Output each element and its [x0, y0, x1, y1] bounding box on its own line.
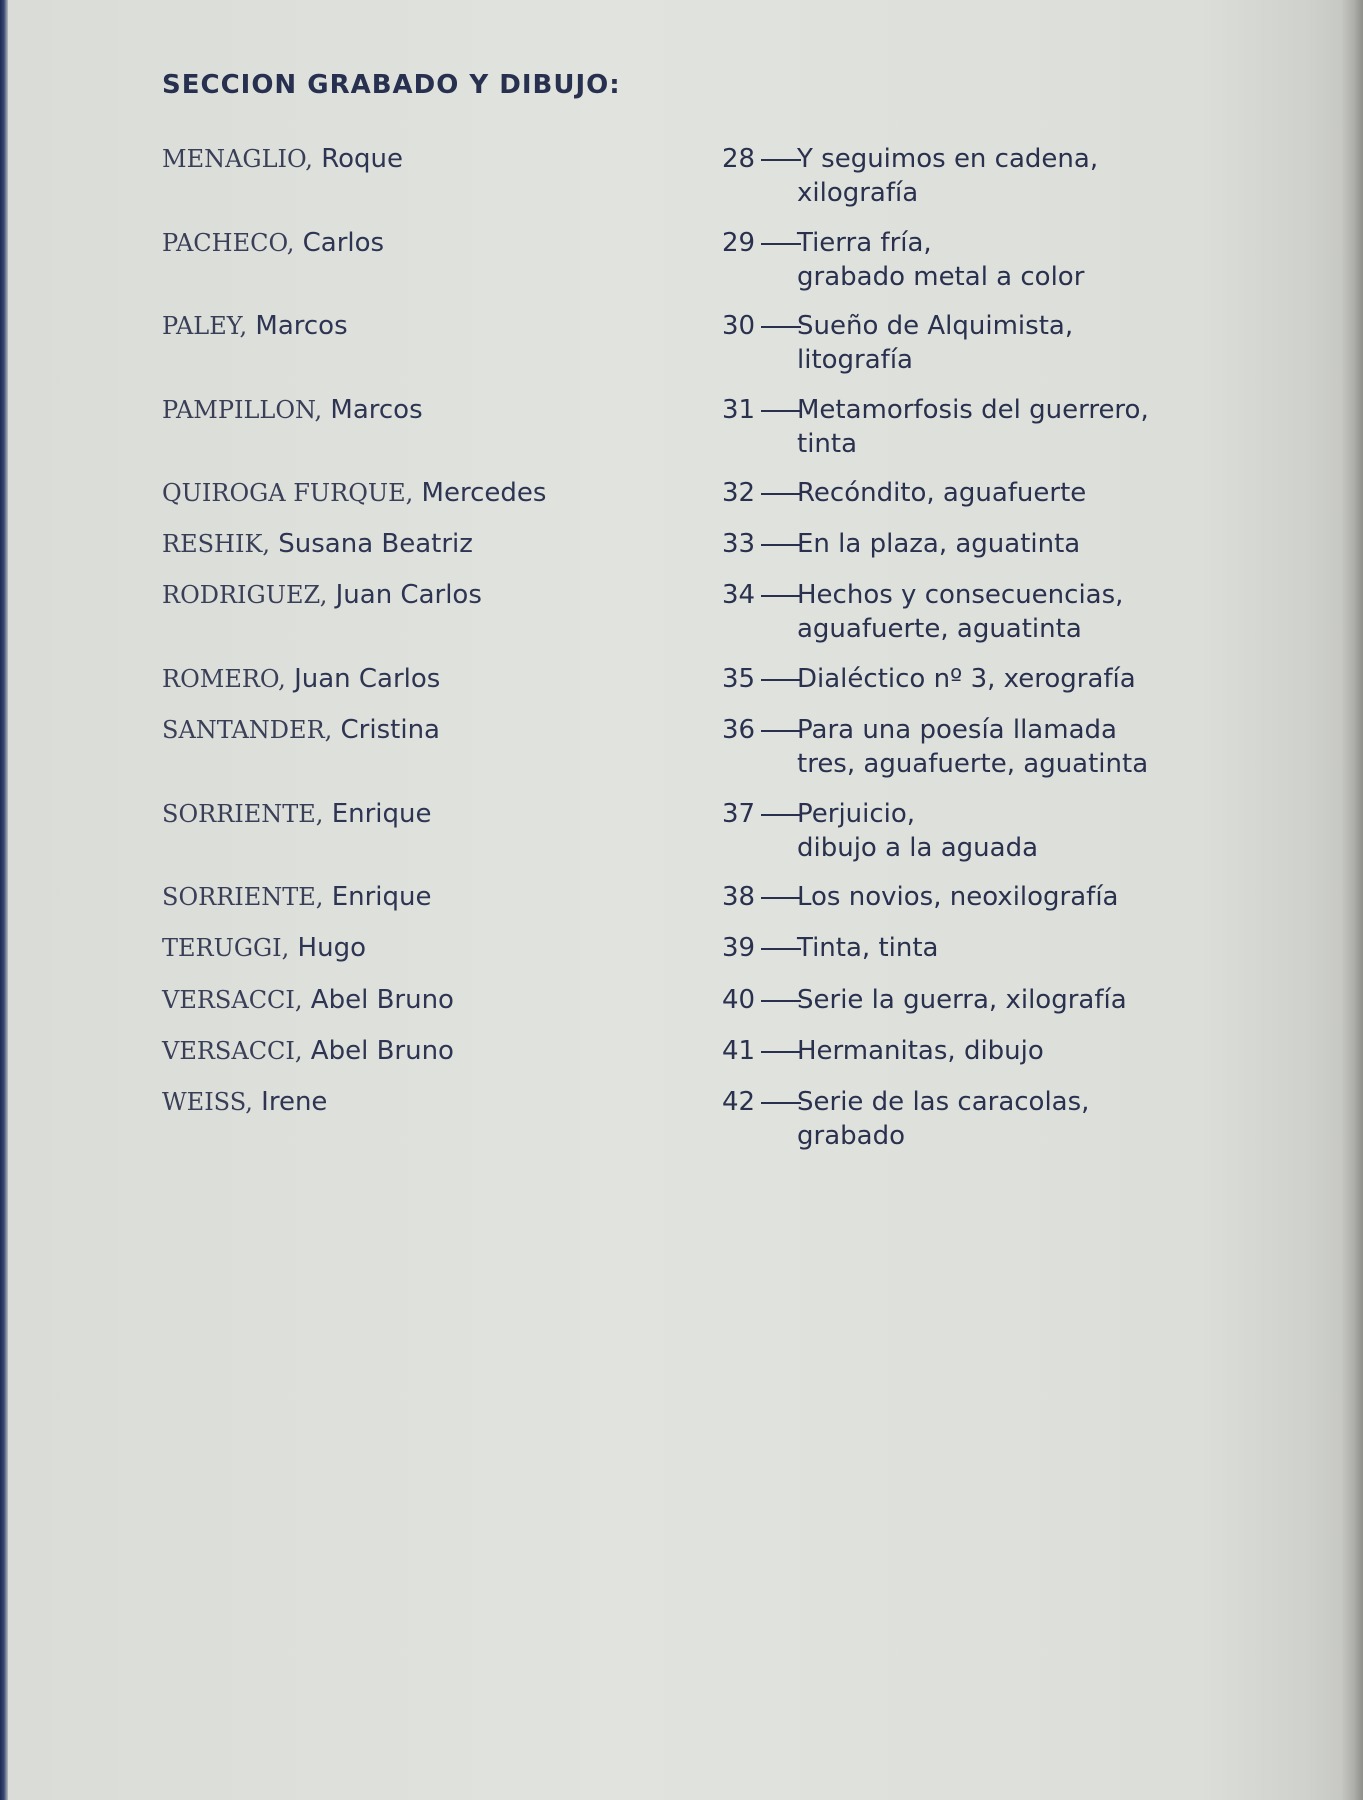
artist-given-name: Irene: [261, 1087, 328, 1117]
artist-given-name: Mercedes: [421, 478, 547, 508]
work-title-line: Dialéctico nº 3, xerografía: [797, 664, 1136, 694]
em-dash-separator: [761, 1051, 801, 1053]
artist-name: [162, 662, 440, 696]
artist-given-name: Hugo: [297, 933, 366, 963]
catalog-number: 38: [722, 882, 756, 912]
em-dash-separator: [761, 730, 801, 732]
work-title-line: tres, aguafuerte, aguatinta: [797, 749, 1149, 779]
catalog-number: 33: [722, 529, 756, 559]
catalog-number-group: [722, 226, 805, 260]
artist-surname: SORRIENTE,: [162, 800, 324, 828]
work-title: [797, 578, 1177, 646]
artist-given-name: Enrique: [331, 882, 432, 912]
catalog-number: 29: [722, 228, 756, 258]
catalog-number-group: [722, 931, 805, 965]
catalog-number-group: [722, 1034, 805, 1068]
catalog-number: 39: [722, 933, 756, 963]
em-dash-separator: [761, 948, 801, 950]
work-title-line: Tinta, tinta: [797, 933, 939, 963]
artist-given-name: Cristina: [340, 715, 440, 745]
work-title: [797, 476, 1177, 510]
catalog-number-group: [722, 1085, 805, 1119]
artist-given-name: Enrique: [331, 799, 432, 829]
work-title-line: Tierra fría,: [797, 228, 932, 258]
artist-name: [162, 393, 423, 427]
work-title-line: Para una poesía llamada: [797, 715, 1117, 745]
artist-name: [162, 713, 440, 747]
work-title-line: Los novios, neoxilografía: [797, 882, 1119, 912]
artist-given-name: Roque: [321, 144, 403, 174]
work-title-line: En la plaza, aguatinta: [797, 529, 1081, 559]
artist-given-name: Susana Beatriz: [278, 529, 473, 559]
work-title: [797, 393, 1177, 461]
artist-given-name: Juan Carlos: [294, 664, 441, 694]
work-title-line: xilografía: [797, 178, 919, 208]
artist-given-name: Abel Bruno: [310, 1036, 454, 1066]
artist-surname: PAMPILLON,: [162, 396, 323, 424]
artist-surname: MENAGLIO,: [162, 145, 313, 173]
artist-name: [162, 1034, 454, 1068]
work-title-line: grabado metal a color: [797, 262, 1085, 292]
catalog-number: 28: [722, 144, 756, 174]
em-dash-separator: [761, 159, 801, 161]
work-title-line: Hermanitas, dibujo: [797, 1036, 1044, 1066]
catalog-number: 34: [722, 580, 756, 610]
artist-given-name: Marcos: [330, 395, 423, 425]
catalog-number-group: [722, 880, 805, 914]
work-title-line: Perjuicio,: [797, 799, 916, 829]
catalog-number: 41: [722, 1036, 756, 1066]
work-title-line: Serie la guerra, xilografía: [797, 985, 1127, 1015]
work-title-line: aguafuerte, aguatinta: [797, 614, 1082, 644]
work-title-line: Sueño de Alquimista,: [797, 311, 1074, 341]
work-title: [797, 226, 1177, 294]
artist-given-name: Carlos: [302, 228, 385, 258]
em-dash-separator: [761, 493, 801, 495]
em-dash-separator: [761, 326, 801, 328]
catalog-number: 32: [722, 478, 756, 508]
artist-given-name: Marcos: [255, 311, 348, 341]
artist-surname: ROMERO,: [162, 665, 286, 693]
work-title-line: Metamorfosis del guerrero,: [797, 395, 1149, 425]
artist-surname: RODRIGUEZ,: [162, 581, 328, 609]
artist-surname: VERSACCI,: [162, 986, 303, 1014]
artist-name: [162, 983, 454, 1017]
catalog-number-group: [722, 983, 805, 1017]
artist-surname: VERSACCI,: [162, 1037, 303, 1065]
artist-surname: RESHIK,: [162, 530, 270, 558]
work-title-line: Y seguimos en cadena,: [797, 144, 1099, 174]
work-title: [797, 662, 1177, 696]
work-title: [797, 1034, 1177, 1068]
em-dash-separator: [761, 1102, 801, 1104]
catalog-number-group: [722, 713, 805, 747]
artist-name: [162, 309, 348, 343]
catalog-number: 37: [722, 799, 756, 829]
artist-name: [162, 797, 432, 831]
catalog-number: 31: [722, 395, 756, 425]
work-title-line: dibujo a la aguada: [797, 833, 1039, 863]
work-title: [797, 880, 1177, 914]
page-gutter-shadow: [1341, 0, 1363, 1800]
em-dash-separator: [761, 897, 801, 899]
artist-surname: SANTANDER,: [162, 716, 333, 744]
artist-name: [162, 931, 366, 965]
artist-surname: TERUGGI,: [162, 934, 290, 962]
work-title: [797, 142, 1177, 210]
artist-name: [162, 578, 482, 612]
work-title-line: Recóndito, aguafuerte: [797, 478, 1087, 508]
em-dash-separator: [761, 544, 801, 546]
work-title-line: tinta: [797, 429, 858, 459]
work-title: [797, 527, 1177, 561]
work-title: [797, 713, 1177, 781]
em-dash-separator: [761, 679, 801, 681]
section-heading: SECCION GRABADO Y DIBUJO:: [162, 70, 621, 100]
work-title: [797, 983, 1177, 1017]
work-title-line: grabado: [797, 1121, 905, 1151]
artist-name: [162, 1085, 327, 1119]
work-title-line: litografía: [797, 345, 913, 375]
catalog-number-group: [722, 393, 805, 427]
catalog-number: 42: [722, 1087, 756, 1117]
artist-name: [162, 527, 473, 561]
artist-name: [162, 880, 432, 914]
artist-name: [162, 142, 403, 176]
em-dash-separator: [761, 814, 801, 816]
catalog-number-group: [722, 309, 805, 343]
artist-surname: QUIROGA FURQUE,: [162, 479, 414, 507]
work-title: [797, 797, 1177, 865]
catalog-number: 30: [722, 311, 756, 341]
catalog-number-group: [722, 662, 805, 696]
artist-surname: PALEY,: [162, 312, 248, 340]
em-dash-separator: [761, 410, 801, 412]
artist-surname: PACHECO,: [162, 229, 295, 257]
catalog-number-group: [722, 476, 805, 510]
work-title: [797, 309, 1177, 377]
em-dash-separator: [761, 243, 801, 245]
page-binding-edge: [0, 0, 8, 1800]
work-title-line: Serie de las caracolas,: [797, 1087, 1090, 1117]
work-title-line: Hechos y consecuencias,: [797, 580, 1124, 610]
artist-given-name: Abel Bruno: [310, 985, 454, 1015]
catalog-number: 36: [722, 715, 756, 745]
em-dash-separator: [761, 595, 801, 597]
artist-surname: WEISS,: [162, 1088, 253, 1116]
em-dash-separator: [761, 1000, 801, 1002]
artist-name: [162, 476, 546, 510]
catalog-number-group: [722, 527, 805, 561]
work-title: [797, 1085, 1177, 1153]
catalog-number-group: [722, 578, 805, 612]
catalog-number-group: [722, 142, 805, 176]
catalog-number: 35: [722, 664, 756, 694]
work-title: [797, 931, 1177, 965]
artist-given-name: Juan Carlos: [335, 580, 482, 610]
catalog-number-group: [722, 797, 805, 831]
artist-surname: SORRIENTE,: [162, 883, 324, 911]
artist-name: [162, 226, 384, 260]
catalog-number: 40: [722, 985, 756, 1015]
